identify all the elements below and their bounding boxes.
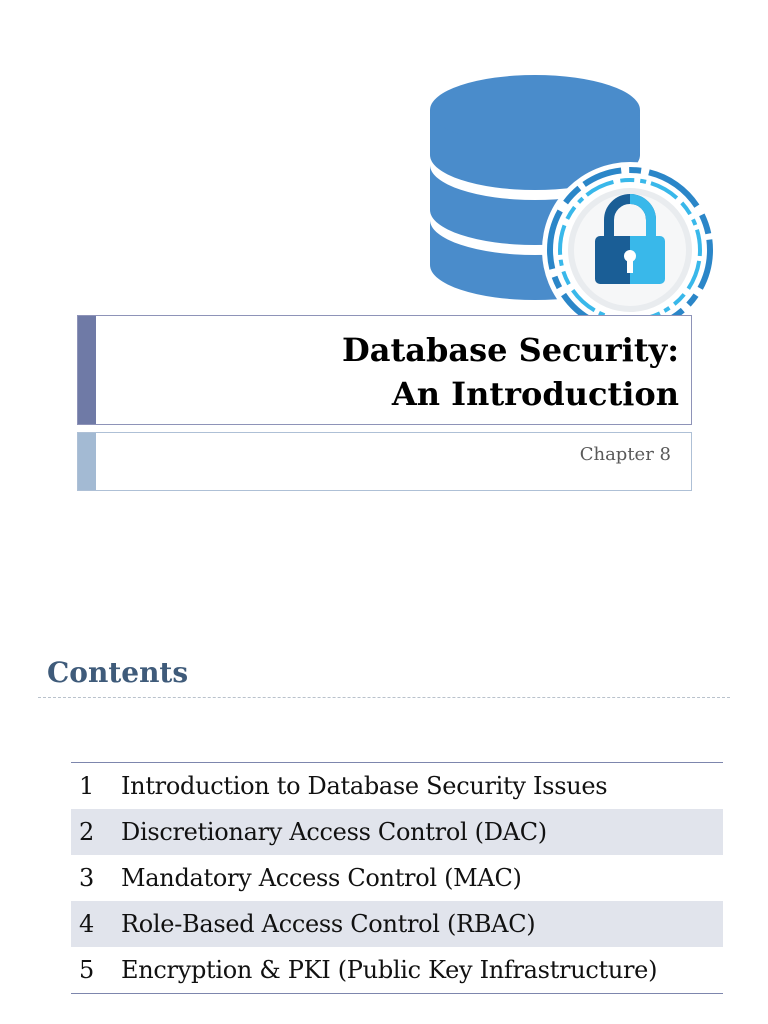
contents-divider (38, 697, 730, 698)
contents-item-label: Discretionary Access Control (DAC) (121, 818, 547, 846)
title-box (77, 315, 692, 425)
title-line-2: An Introduction (391, 375, 679, 413)
contents-item-number: 2 (79, 818, 95, 846)
contents-item-label: Introduction to Database Security Issues (121, 772, 608, 800)
contents-item-label: Encryption & PKI (Public Key Infrastructure) (121, 956, 658, 984)
title-accent-bar (78, 316, 96, 424)
contents-item-number: 4 (79, 910, 95, 938)
title-line-1: Database Security: (341, 331, 679, 369)
contents-table (71, 762, 723, 994)
contents-row (71, 855, 723, 901)
contents-row (71, 763, 723, 809)
database-lock-icon (405, 60, 735, 350)
subtitle-box (77, 432, 692, 491)
lock-badge-icon (542, 162, 718, 338)
contents-item-label: Role-Based Access Control (RBAC) (121, 910, 536, 938)
contents-item-number: 1 (79, 772, 95, 800)
contents-row (71, 947, 723, 993)
contents-item-number: 5 (79, 956, 95, 984)
contents-row (71, 809, 723, 855)
subtitle-accent-bar (78, 433, 96, 490)
page-title (342, 328, 679, 416)
contents-row (71, 901, 723, 947)
contents-heading: Contents (47, 656, 189, 689)
contents-item-label: Mandatory Access Control (MAC) (121, 864, 522, 892)
chapter-subtitle: Chapter 8 (579, 444, 671, 465)
contents-item-number: 3 (79, 864, 95, 892)
